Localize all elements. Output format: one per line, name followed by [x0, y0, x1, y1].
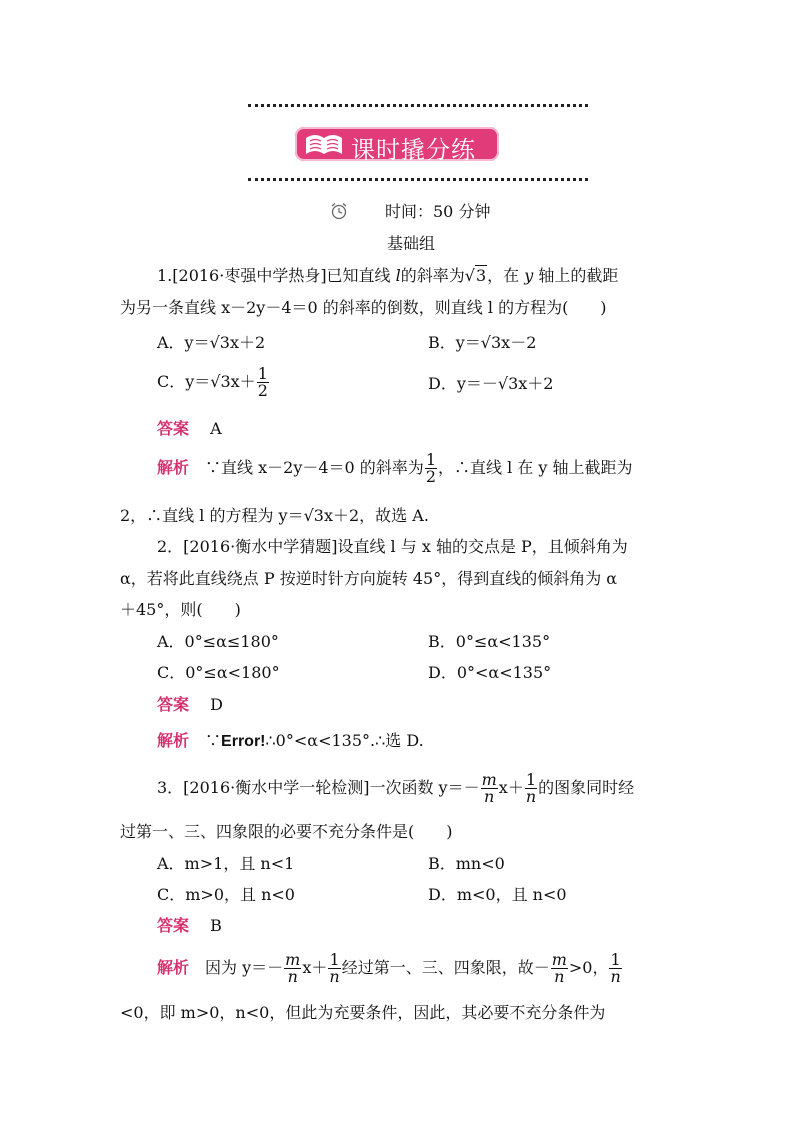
q3-option-d: D．m<0，且 n<0 — [428, 885, 567, 904]
fraction: $\frac{1}{n}$ — [525, 770, 537, 806]
q1-analysis-line2: 2，∴直线 l 的方程为 y＝√3x＋2，故选 A. — [120, 506, 429, 525]
open-book-icon — [304, 132, 344, 156]
fraction: $\frac{1}{n}$ — [329, 950, 340, 986]
q2-stem-line2: α，若将此直线绕点 P 按逆时针方向旋转 45°，得到直线的倾斜角为 α — [120, 569, 618, 588]
q3-option-a: A．m>1，且 n<1 — [157, 854, 295, 873]
q2-stem-line1: 2．[2016·衡水中学猜题]设直线 l 与 x 轴的交点是 P，且倾斜角为 — [157, 537, 628, 556]
fraction: $\frac{1}{2}$ — [257, 364, 268, 400]
q1-option-a: A．y＝√3x＋2 — [157, 333, 266, 352]
q3-stem-line1: 3．[2016·衡水中学一轮检测]一次函数 y＝－ $\frac{m}{n}$ x＋ $\frac{1}{n}$ 的图象同时经 — [157, 770, 635, 806]
q2-stem-line3: ＋45°，则( ) — [120, 600, 241, 619]
q2-option-d: D．0°<α<135° — [428, 663, 552, 682]
banner-title: 课时撬分练 — [351, 136, 476, 164]
fraction: $\frac{m}{n}$ — [285, 950, 301, 986]
section-banner — [295, 127, 499, 164]
fraction: $\frac{m}{n}$ — [551, 950, 567, 986]
q2-option-c: C．0°≤α<180° — [157, 663, 280, 682]
q3-stem-line2: 过第一、三、四象限的必要不充分条件是( ) — [120, 822, 453, 841]
q3-option-c: C．m>0，且 n<0 — [157, 885, 295, 904]
fraction: $\frac{1}{n}$ — [610, 950, 621, 986]
section-heading: 基础组 — [387, 234, 436, 253]
q1-option-c: C．y＝√3x＋ $\frac{1}{2}$ — [157, 364, 268, 400]
fraction: $\frac{1}{2}$ — [425, 450, 436, 486]
alarm-clock-icon — [330, 202, 348, 220]
q3-analysis-line1: 解析 因为 y＝－ $\frac{m}{n}$ x＋ $\frac{1}{n}$ 经过第一、三、四象限，故－ $\frac{m}{n}$ >0， $\frac{1}{n}$ — [157, 950, 621, 986]
q1-option-d: D．y＝－√3x＋2 — [428, 374, 554, 393]
fraction: $\frac{m}{n}$ — [481, 770, 497, 806]
q1-option-b: B．y＝√3x－2 — [428, 333, 537, 352]
q2-option-b: B．0°≤α<135° — [428, 632, 551, 651]
q2-answer: 答案 D — [157, 695, 223, 714]
q1-answer: 答案 A — [157, 419, 222, 438]
top-dotted-rule — [248, 104, 588, 107]
q2-analysis: 解析 ∵Error!∴0°<α<135°.∴选 D. — [157, 731, 424, 750]
q1-analysis-line1: 解析 ∵直线 x－2y－4＝0 的斜率为 $\frac{1}{2}$ ，∴直线 l 在 y 轴上截距为 — [157, 450, 633, 486]
q1-stem-line2: 为另一条直线 x－2y－4＝0 的斜率的倒数，则直线 l 的方程为( ) — [120, 298, 607, 317]
q3-analysis-line2: <0，即 m>0，n<0，但此为充要条件，因此，其必要不充分条件为 — [120, 1003, 606, 1022]
q1-stem-line1: 1.[2016·枣强中学热身]已知直线 l的斜率为√3，在 y 轴上的截距 — [157, 266, 619, 285]
q2-option-a: A．0°≤α≤180° — [157, 632, 279, 651]
time-limit: 时间：50 分钟 — [385, 202, 491, 221]
bottom-dotted-rule — [248, 178, 588, 181]
q3-answer: 答案 B — [157, 916, 222, 935]
q3-option-b: B．mn<0 — [428, 854, 505, 873]
